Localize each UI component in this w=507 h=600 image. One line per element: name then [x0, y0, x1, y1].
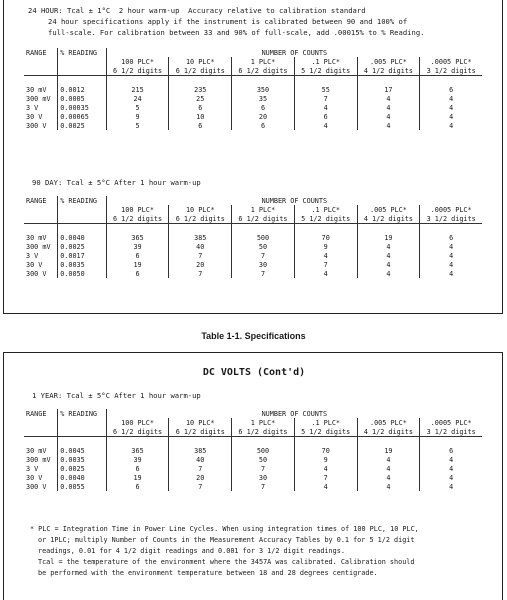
col-plc: 10 PLC*	[169, 418, 232, 427]
footnote-line: Tcal = the temperature of the environment where the 3457A was calibrated. Calibration should	[38, 558, 415, 566]
cell-count: 7	[169, 251, 232, 260]
cell-count: 4	[357, 455, 420, 464]
cell-count: 7	[169, 269, 232, 278]
col-digits: 4 1/2 digits	[357, 214, 420, 224]
cell-count: 500	[232, 233, 295, 242]
table-row	[24, 85, 482, 94]
spec-box-bottom	[3, 352, 503, 600]
cell-reading: 0.00065	[58, 112, 107, 121]
spec-table-90-day	[24, 196, 482, 278]
cell-count: 19	[106, 260, 169, 269]
cell-count: 4	[294, 269, 357, 278]
cell-count: 6	[232, 103, 295, 112]
cell-count: 4	[420, 121, 482, 130]
cell-count: 30	[232, 473, 295, 482]
cell-reading: 0.0055	[58, 482, 107, 491]
cell-reading: 0.0045	[58, 446, 107, 455]
col-header-counts: NUMBER OF COUNTS	[106, 196, 482, 205]
footnote-line: be performed with the environment temperature between 18 and 28 degrees centigrade.	[38, 569, 378, 577]
cell-count: 70	[294, 233, 357, 242]
cell-count: 30	[232, 260, 295, 269]
spec-box-top	[3, 0, 503, 314]
col-digits: 3 1/2 digits	[420, 66, 482, 76]
cell-reading: 0.0040	[58, 233, 107, 242]
cell-count: 5	[106, 121, 169, 130]
col-plc: .005 PLC*	[357, 418, 420, 427]
cell-count: 4	[294, 103, 357, 112]
cell-count: 350	[232, 85, 295, 94]
cell-count: 4	[357, 482, 420, 491]
cell-reading: 0.0025	[58, 242, 107, 251]
cell-reading: 0.0040	[58, 473, 107, 482]
col-header-range: RANGE	[26, 196, 47, 205]
cell-reading: 0.0035	[58, 260, 107, 269]
col-digits: 6 1/2 digits	[232, 427, 295, 437]
cell-count: 4	[420, 242, 482, 251]
col-header-range: RANGE	[26, 48, 47, 57]
cell-count: 70	[294, 446, 357, 455]
cell-range: 30 V	[26, 473, 43, 482]
col-digits: 6 1/2 digits	[169, 427, 232, 437]
cell-count: 40	[169, 455, 232, 464]
col-digits: 4 1/2 digits	[357, 427, 420, 437]
cell-count: 4	[420, 269, 482, 278]
table-row	[24, 455, 482, 464]
cell-count: 4	[294, 121, 357, 130]
col-digits: 4 1/2 digits	[357, 66, 420, 76]
cell-count: 365	[106, 233, 169, 242]
cell-count: 6	[420, 233, 482, 242]
col-digits: 5 1/2 digits	[294, 66, 357, 76]
cell-count: 10	[169, 112, 232, 121]
col-plc: 1 PLC*	[232, 57, 295, 66]
cell-count: 9	[294, 455, 357, 464]
cell-count: 7	[294, 94, 357, 103]
cell-count: 7	[169, 464, 232, 473]
cell-count: 4	[357, 464, 420, 473]
cell-count: 4	[420, 464, 482, 473]
cell-count: 17	[357, 85, 420, 94]
col-digits: 3 1/2 digits	[420, 214, 482, 224]
cell-count: 4	[357, 473, 420, 482]
cell-count: 6	[420, 85, 482, 94]
cell-count: 19	[357, 446, 420, 455]
cell-count: 235	[169, 85, 232, 94]
cell-count: 39	[106, 455, 169, 464]
cell-count: 25	[169, 94, 232, 103]
cell-count: 4	[420, 473, 482, 482]
cell-range: 3 V	[26, 251, 39, 260]
cell-range: 300 mV	[26, 455, 51, 464]
heading-90-day: 90 DAY: Tcal ± 5°C After 1 hour warm-up	[32, 178, 201, 187]
table-row	[24, 446, 482, 455]
col-plc: 10 PLC*	[169, 57, 232, 66]
cell-range: 30 mV	[26, 446, 47, 455]
cell-count: 4	[357, 260, 420, 269]
cell-count: 35	[232, 94, 295, 103]
cell-count: 7	[294, 473, 357, 482]
cell-range: 300 V	[26, 121, 47, 130]
cell-count: 6	[106, 269, 169, 278]
cell-count: 6	[106, 482, 169, 491]
cell-count: 6	[420, 446, 482, 455]
cell-count: 9	[106, 112, 169, 121]
cell-count: 4	[420, 112, 482, 121]
cell-range: 3 V	[26, 103, 39, 112]
col-digits: 6 1/2 digits	[106, 66, 169, 76]
cell-range: 300 mV	[26, 242, 51, 251]
heading-24-hour: 24 HOUR: Tcal ± 1°C 2 hour warm-up Accuracy relative to calibration standard	[28, 6, 366, 15]
cell-reading: 0.0035	[58, 455, 107, 464]
cell-count: 6	[169, 103, 232, 112]
cell-reading: 0.0025	[58, 464, 107, 473]
table-row	[24, 464, 482, 473]
cell-count: 5	[106, 103, 169, 112]
table-caption: Table 1-1. Specifications	[201, 331, 306, 341]
col-digits: 6 1/2 digits	[106, 214, 169, 224]
col-header-reading: % READING	[58, 409, 107, 418]
col-plc: .0005 PLC*	[420, 205, 482, 214]
cell-count: 19	[106, 473, 169, 482]
cell-count: 4	[357, 251, 420, 260]
col-digits: 5 1/2 digits	[294, 427, 357, 437]
cell-count: 24	[106, 94, 169, 103]
table-row	[24, 121, 482, 130]
cell-count: 4	[357, 242, 420, 251]
cell-count: 9	[294, 242, 357, 251]
spec-table-1-year	[24, 409, 482, 491]
col-plc: .0005 PLC*	[420, 57, 482, 66]
cell-count: 50	[232, 455, 295, 464]
cell-count: 40	[169, 242, 232, 251]
table-row	[24, 473, 482, 482]
footnote-line: readings, 0.01 for 4 1/2 digit readings and 0.001 for 3 1/2 digit readings.	[38, 547, 345, 555]
cell-count: 6	[169, 121, 232, 130]
cell-count: 4	[420, 455, 482, 464]
col-digits: 3 1/2 digits	[420, 427, 482, 437]
cell-count: 55	[294, 85, 357, 94]
cell-reading: 0.0050	[58, 269, 107, 278]
col-plc: 10 PLC*	[169, 205, 232, 214]
cell-count: 4	[294, 251, 357, 260]
table-row	[24, 233, 482, 242]
cell-count: 39	[106, 242, 169, 251]
cell-count: 4	[420, 103, 482, 112]
table-row	[24, 269, 482, 278]
cell-reading: 0.0012	[58, 85, 107, 94]
footnote-line: * PLC = Integration Time in Power Line Cycles. When using integration times of 100 PLC, 10 PLC,	[30, 525, 419, 533]
cell-count: 6	[106, 464, 169, 473]
col-header-reading: % READING	[58, 196, 107, 205]
cell-count: 4	[420, 251, 482, 260]
cell-count: 4	[294, 464, 357, 473]
cell-count: 7	[294, 260, 357, 269]
col-digits: 6 1/2 digits	[232, 214, 295, 224]
col-digits: 6 1/2 digits	[169, 66, 232, 76]
cell-count: 7	[232, 251, 295, 260]
cell-range: 300 V	[26, 269, 47, 278]
cell-count: 7	[232, 464, 295, 473]
col-plc: .005 PLC*	[357, 57, 420, 66]
col-plc: .1 PLC*	[294, 418, 357, 427]
cell-count: 500	[232, 446, 295, 455]
cell-count: 6	[294, 112, 357, 121]
cell-reading: 0.0017	[58, 251, 107, 260]
cell-count: 6	[106, 251, 169, 260]
cell-count: 4	[420, 482, 482, 491]
cell-count: 4	[357, 112, 420, 121]
cell-count: 20	[169, 260, 232, 269]
cell-range: 30 V	[26, 112, 43, 121]
col-plc: 1 PLC*	[232, 205, 295, 214]
cell-count: 4	[357, 94, 420, 103]
cell-count: 4	[420, 94, 482, 103]
cell-count: 7	[232, 482, 295, 491]
cell-reading: 0.00035	[58, 103, 107, 112]
col-digits: 6 1/2 digits	[169, 214, 232, 224]
cell-count: 20	[169, 473, 232, 482]
cell-count: 4	[357, 121, 420, 130]
cell-range: 30 mV	[26, 85, 47, 94]
cell-range: 30 V	[26, 260, 43, 269]
cell-count: 4	[294, 482, 357, 491]
col-digits: 6 1/2 digits	[106, 427, 169, 437]
cell-count: 4	[357, 269, 420, 278]
cell-count: 6	[232, 121, 295, 130]
cell-range: 30 mV	[26, 233, 47, 242]
col-plc: 100 PLC*	[106, 57, 169, 66]
cell-range: 300 mV	[26, 94, 51, 103]
table-row	[24, 260, 482, 269]
table-row	[24, 242, 482, 251]
cell-count: 7	[169, 482, 232, 491]
cell-reading: 0.0005	[58, 94, 107, 103]
cell-count: 365	[106, 446, 169, 455]
heading-24-hour-line3: full-scale. For calibration between 33 and 90% of full-scale, add .00015% to % Reading.	[48, 28, 425, 37]
col-plc: 100 PLC*	[106, 205, 169, 214]
heading-24-hour-line2: 24 hour specifications apply if the instrument is calibrated between 90 and 100% of	[48, 17, 408, 26]
cell-reading: 0.0025	[58, 121, 107, 130]
footnote-line: or 1PLC; multiply Number of Counts in the Measurement Accuracy Tables by 0.1 for 5 1/2 digit	[38, 536, 415, 544]
col-plc: 1 PLC*	[232, 418, 295, 427]
table-row	[24, 103, 482, 112]
col-plc: .1 PLC*	[294, 57, 357, 66]
section-title: DC VOLTS (Cont'd)	[202, 367, 306, 378]
table-row	[24, 94, 482, 103]
col-plc: .1 PLC*	[294, 205, 357, 214]
col-plc: 100 PLC*	[106, 418, 169, 427]
spec-table-24-hour	[24, 48, 482, 130]
col-header-counts: NUMBER OF COUNTS	[106, 48, 482, 57]
cell-count: 4	[420, 260, 482, 269]
cell-count: 19	[357, 233, 420, 242]
cell-range: 3 V	[26, 464, 39, 473]
col-plc: .005 PLC*	[357, 205, 420, 214]
table-row	[24, 482, 482, 491]
table-row	[24, 251, 482, 260]
col-plc: .0005 PLC*	[420, 418, 482, 427]
table-row	[24, 112, 482, 121]
cell-range: 300 V	[26, 482, 47, 491]
cell-count: 385	[169, 233, 232, 242]
cell-count: 50	[232, 242, 295, 251]
heading-1-year: 1 YEAR: Tcal ± 5°C After 1 hour warm-up	[32, 391, 201, 400]
col-digits: 6 1/2 digits	[232, 66, 295, 76]
col-header-range: RANGE	[26, 409, 47, 418]
cell-count: 385	[169, 446, 232, 455]
cell-count: 4	[357, 103, 420, 112]
cell-count: 7	[232, 269, 295, 278]
col-header-reading: % READING	[58, 48, 107, 57]
col-digits: 5 1/2 digits	[294, 214, 357, 224]
cell-count: 215	[106, 85, 169, 94]
cell-count: 20	[232, 112, 295, 121]
col-header-counts: NUMBER OF COUNTS	[106, 409, 482, 418]
